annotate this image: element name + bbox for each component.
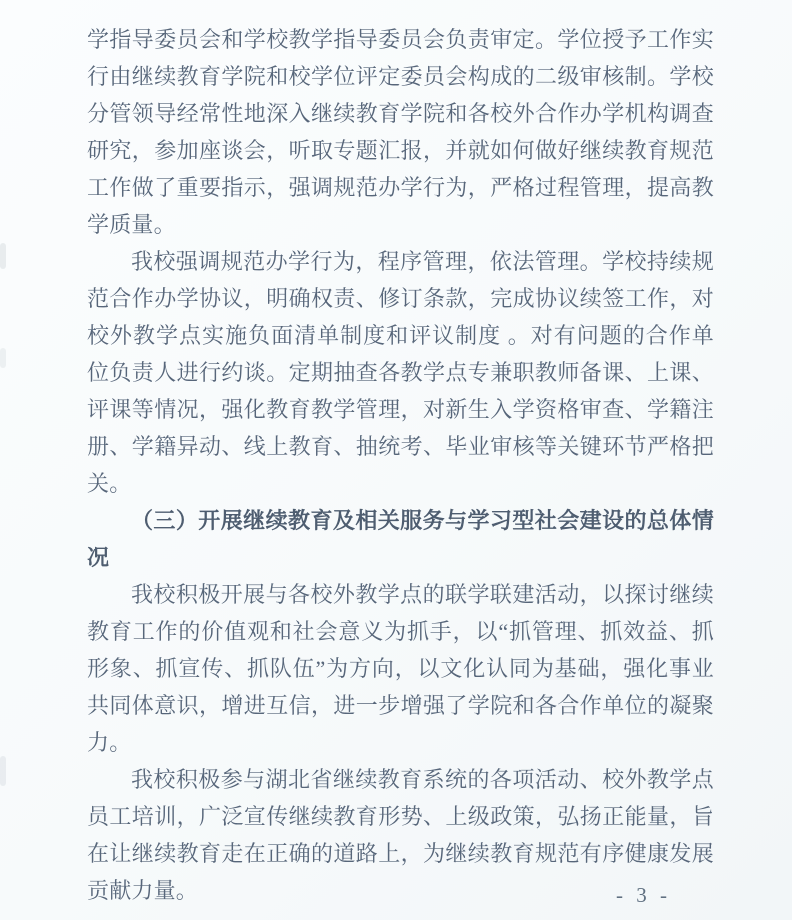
paragraph-continuation: 学指导委员会和学校教学指导委员会负责审定。学位授予工作实行由继续教育学院和校学位评定委员会构成的二级审核制。学校分管领导经常性地深入继续教育学院和各校外合作办学机构调查研究，参加座谈会，听取专题汇报，并就如何做好继续教育规范工作做了重要指示，强调规范办学行为，严格过程管理，提高教学质量。 — [87, 27, 714, 237]
scan-artifact — [0, 243, 6, 269]
paragraph-provincial-participation: 我校积极参与湖北省继续教育系统的各项活动、校外教学点员工培训，广泛宣传继续教育形势、上级政策，弘扬正能量，旨在让继续教育走在正确的道路上，为继续教育规范有序健康发展贡献力量。 — [87, 767, 714, 903]
page-number: - 3 - — [616, 883, 671, 907]
paragraph-joint-activities: 我校积极开展与各校外教学点的联学联建活动，以探讨继续教育工作的价值观和社会意义为抓手，以“抓管理、抓效益、抓形象、抓宣传、抓队伍”为方向，以文化认同为基础，强化事业共同体意识，增进互信，进一步增强了学院和各合作单位的凝聚力。 — [87, 582, 714, 755]
paragraph-regulation: 我校强调规范办学行为，程序管理，依法管理。学校持续规范合作办学协议，明确权责、修订条款，完成协议续签工作，对校外教学点实施负面清单制度和评议制度 。对有问题的合作单位负责人进行约谈。定期抽查各教学点专兼职教师备课、上课、评课等情况，强化教育教学管理，对新生入学资格审查、学籍注册、学籍异动、线上教育、抽统考、毕业审核等关键环节严格把关。 — [87, 249, 714, 496]
scan-artifact — [0, 348, 6, 368]
document-body — [87, 21, 714, 909]
section-heading: （三）开展继续教育及相关服务与学习型社会建设的总体情况 — [87, 508, 714, 570]
scan-artifact — [0, 756, 6, 786]
